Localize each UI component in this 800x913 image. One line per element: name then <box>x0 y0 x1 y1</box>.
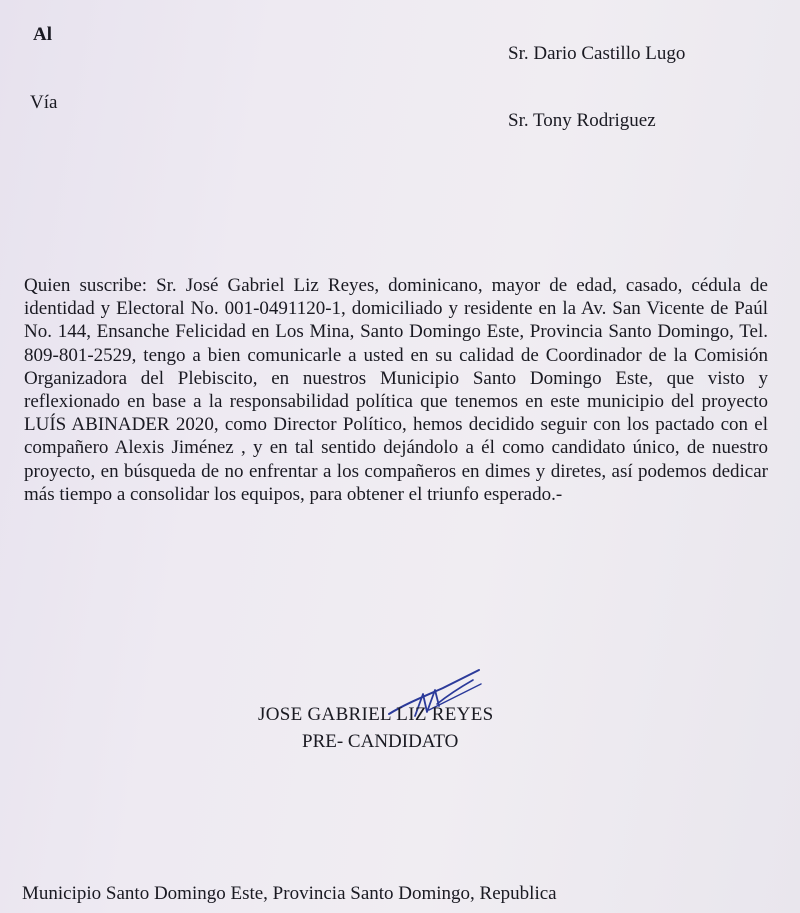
via-label: Vía <box>30 92 58 113</box>
letter-body-paragraph: Quien suscribe: Sr. José Gabriel Liz Reyes, dominicano, mayor de edad, casado, cédula de identidad y Electoral No. 001-0491120-1, domiciliado y residente en la Av. San Vicente de Paúl No. 144, Ensanche Felicidad en Los Mina, Santo Domingo Este, Provincia Santo Domingo, Tel. 809-801-2529, tengo a bien comunicarle a usted en su calidad de Coordinador de la Comisión Organizadora del Plebiscito, en nuestros Municipio Santo Domingo Este, que visto y reflexionado en base a la responsabilidad política que tenemos en este municipio del proyecto LUÍS ABINADER 2020, como Director Político, hemos decidido seguir con los pactado con el compañero Alexis Jiménez , y en tal sentido dejándolo a él como candidato único, de nuestro proyecto, en búsqueda de no enfrentar a los compañeros en dimes y diretes, así podemos dedicar más tiempo a consolidar los equipos, para obtener el triunfo esperado.- <box>24 275 768 505</box>
via-name: Sr. Tony Rodriguez <box>508 110 656 131</box>
signatory-name: JOSE GABRIEL LIZ REYES <box>258 704 494 725</box>
recipient-label: Al <box>33 24 52 45</box>
footer-address: Municipio Santo Domingo Este, Provincia Santo Domingo, Republica <box>22 883 557 904</box>
recipient-name: Sr. Dario Castillo Lugo <box>508 43 686 64</box>
signatory-title: PRE- CANDIDATO <box>302 731 459 752</box>
